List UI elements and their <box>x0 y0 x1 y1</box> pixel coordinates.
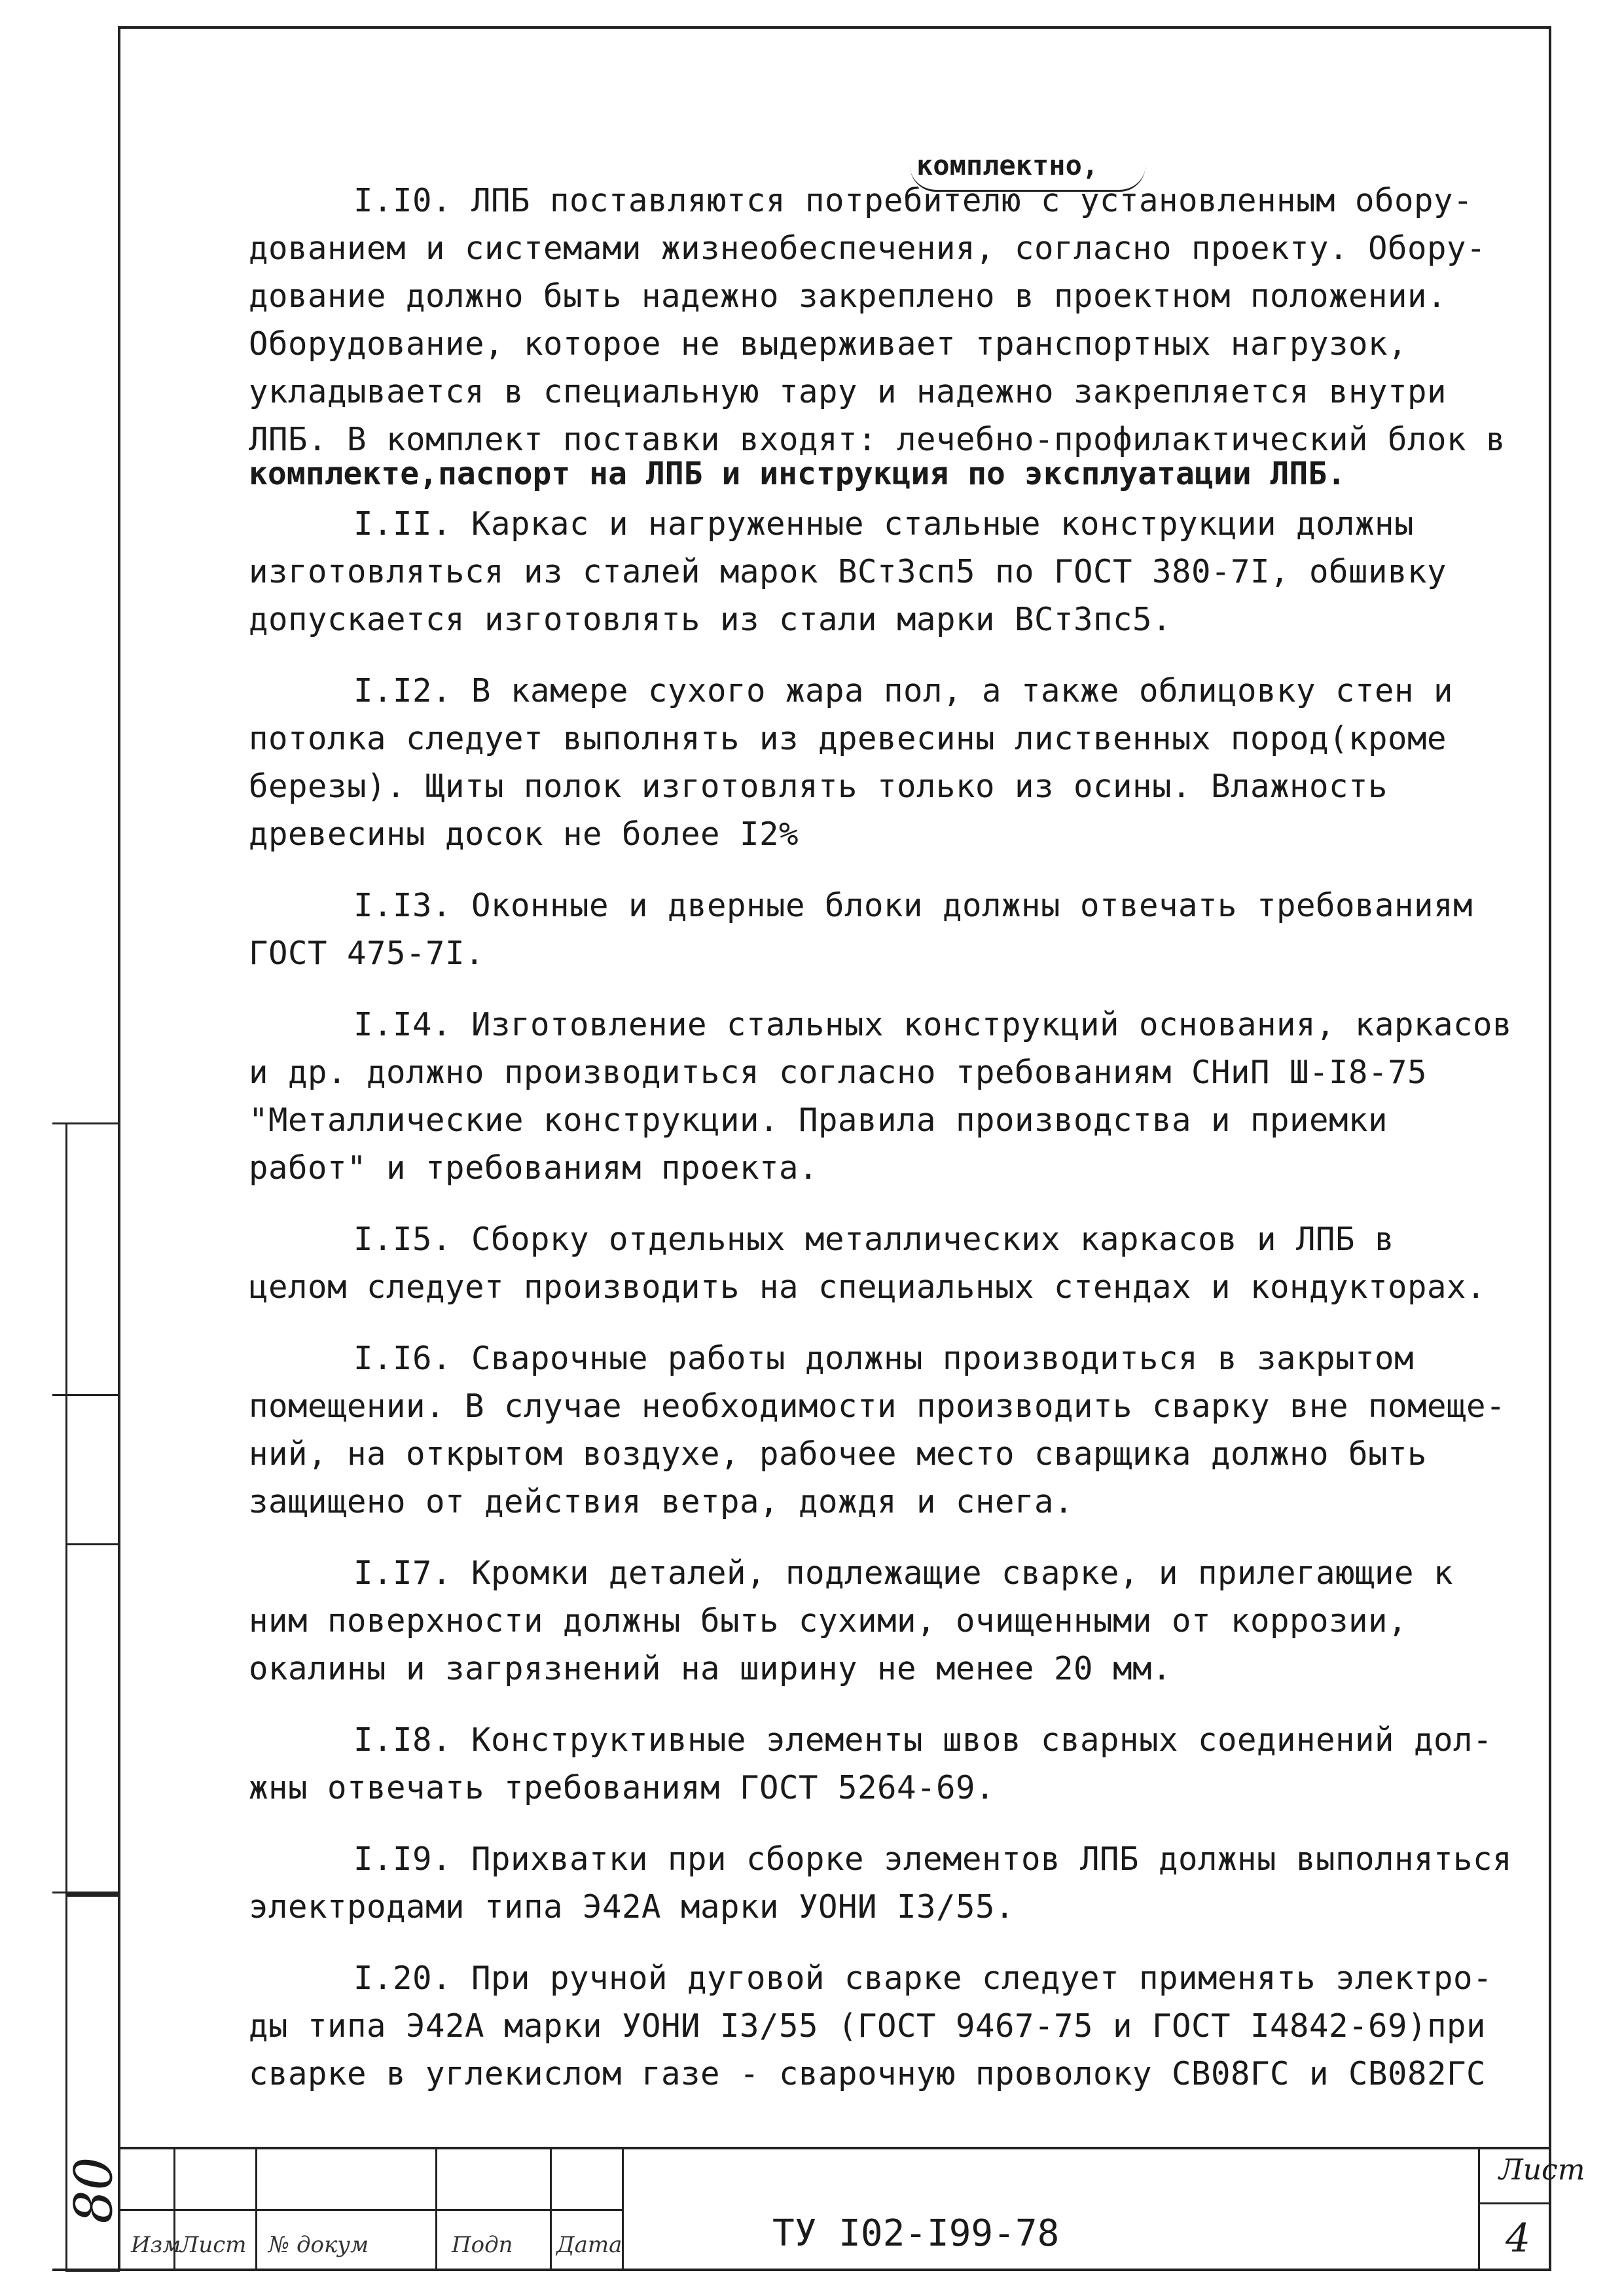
title-block-label-izm: Изм <box>131 2232 181 2258</box>
paragraph-1-14: I.I4. Изготовление стальных конструкций основания, каркасов и др. должно производиться согласно требованиям СНиП Ш-I8-75 "Металлические конструкции. Правила производства и приемки работ" и требованиям проекта. <box>249 1006 1513 1187</box>
title-block-row-divider <box>118 2209 622 2211</box>
title-block-column-divider <box>622 2147 624 2271</box>
paragraph-1-13: I.I3. Оконные и дверные блоки должны отвечать требованиям ГОСТ 475-7I. <box>249 887 1473 972</box>
title-block-label-podp: Подп <box>452 2232 513 2258</box>
handwritten-insertion: комплектно, <box>916 149 1099 181</box>
paragraph-1-11: I.II. Каркас и нагруженные стальные конструкции должны изготовляться из сталей марок ВСт3сп5 по ГОСТ 380-7I, обшивку допускается изготовлять из стали марки ВСт3пс5. <box>249 505 1447 638</box>
frame-right-border <box>1549 26 1551 2271</box>
sheet-label: Лист <box>1499 2153 1585 2187</box>
title-block-column-divider <box>550 2147 552 2271</box>
title-block-label-data: Дата <box>556 2232 623 2258</box>
document-code: ТУ I02-I99-78 <box>772 2212 1060 2255</box>
document-body <box>249 177 1532 2121</box>
title-block-label-list: Лист <box>180 2232 247 2258</box>
paragraph-1-10-stamp: комплекте,паспорт на ЛПБ и инструкция по эксплуатации ЛПБ. <box>249 456 1346 492</box>
paragraph-1-15: I.I5. Сборку отдельных металлических каркасов и ЛПБ в целом следует производить на специальных стендах и кондукторах. <box>249 1221 1487 1306</box>
title-block-column-divider <box>255 2147 257 2271</box>
margin-rule <box>52 1892 118 1893</box>
paragraph-1-17: I.I7. Кромки деталей, подлежащие сварке, и прилегающие к ним поверхности должны быть сухими, очищенными от коррозии, окалины и загрязнений на ширину не менее 20 мм. <box>249 1554 1454 1687</box>
margin-box-middle <box>65 1394 120 1895</box>
paragraph-1-10: I.I0. ЛПБ поставляются потребителю с установленным обору- дованием и системами жизнеобеспечения, согласно проекту. Обору- дование должно быть надежно закреплено в проектном положении. Оборудование, которое не выдерживает транспортных нагрузок, укладывается в специальную тару и надежно закрепляется внутри ЛПБ. В комплект поставки входят: лечебно-профилактический блок в <box>249 182 1506 458</box>
paragraph-1-16: I.I6. Сварочные работы должны производиться в закрытом помещении. В случае необходимости производить сварку вне помеще- ний, на открытом воздухе, рабочее место сварщика должно быть защищено от действия ветра, дождя и снега. <box>249 1340 1506 1520</box>
margin-handwritten-number: 80 <box>63 2157 124 2224</box>
paragraph-1-12: I.I2. В камере сухого жара пол, а также облицовку стен и потолка следует выполнять из древесины лиственных пород(кроме березы). Щиты полок изготовлять только из осины. Влажность древесины досок не более I2% <box>249 672 1454 853</box>
title-block-column-divider <box>435 2147 437 2271</box>
title-block-label-doc: № докум <box>268 2232 369 2258</box>
sheet-number: 4 <box>1506 2215 1531 2261</box>
paragraph-1-18: I.I8. Конструктивные элементы швов сварных соединений дол- жны отвечать требованиям ГОСТ 5264-69. <box>249 1721 1493 1806</box>
margin-rule <box>52 1394 118 1396</box>
margin-rule <box>52 1122 118 1124</box>
paragraph-1-19: I.I9. Прихватки при сборке элементов ЛПБ должны выполняться электродами типа Э42А марки УОНИ I3/55. <box>249 1840 1513 1926</box>
frame-top-border <box>118 26 1551 29</box>
title-block-sheet-divider <box>1478 2147 1480 2271</box>
paragraph-1-20: I.20. При ручной дуговой сварке следует применять электро- ды типа Э42А марки УОНИ I3/55 (ГОСТ 9467-75 и ГОСТ I4842-69)при сварке в углекислом газе - сварочную проволоку СВ08ГС и СВ082ГС <box>249 1960 1493 2092</box>
title-block-sheet-row-divider <box>1479 2202 1551 2204</box>
